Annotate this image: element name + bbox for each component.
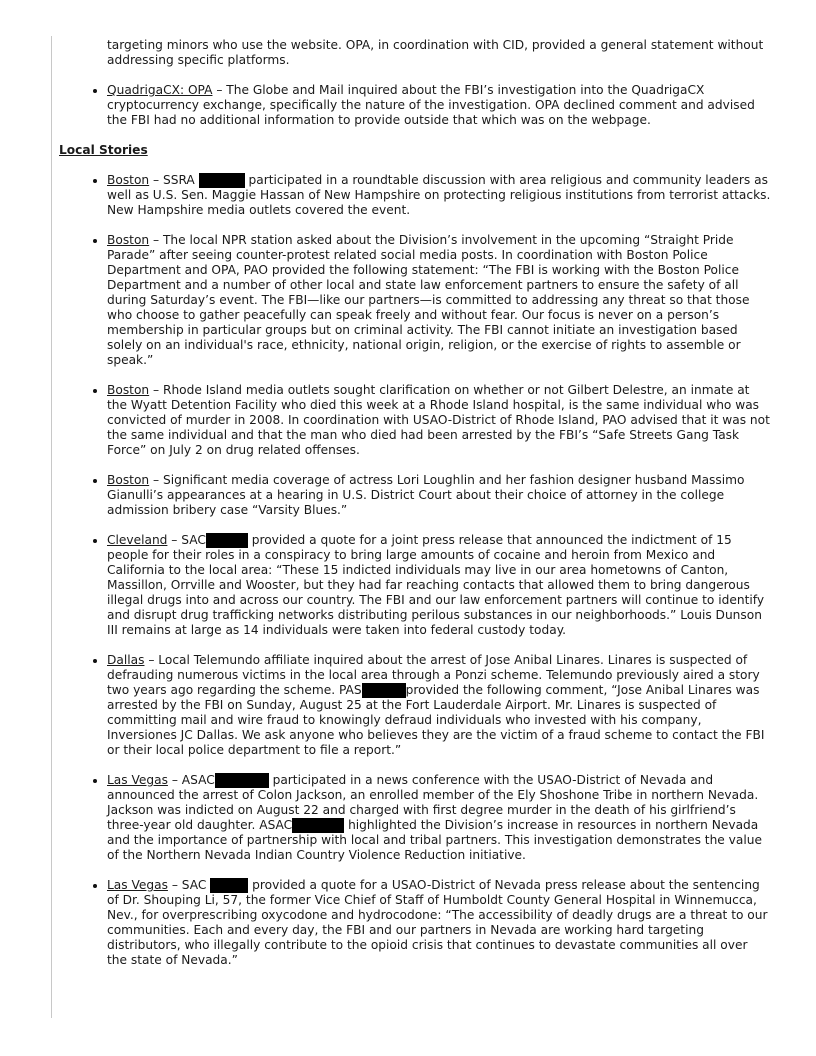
location-label: Boston [107,383,150,397]
list-item [59,773,771,863]
list-item [59,233,771,368]
local-stories-list [59,173,771,968]
redaction-box [215,773,269,788]
item-text: – SSRA [153,173,195,187]
list-item [59,173,771,218]
item-text: – The Globe and Mail inquired about the FBI’s investigation into the QuadrigaCX cryptocurrency exchange, specifically the nature of the investigation. OPA declined comment and advised the FBI had no additional information to provide outside that which was on the webpage. [107,83,755,127]
item-text: highlighted the Division’s increase in resources in northern Nevada and the importance of partnership with local and tribal partners. This investigation demonstrates the value of the Northern Nevada Indian Country Violence Reduction initiative. [107,818,762,862]
item-text: provided a quote for a joint press release that announced the indictment of 15 people for their roles in a conspiracy to bring large amounts of cocaine and heroin from Mexico and California to the local area: “These 15 indicted individuals may live in our area hometowns of Canton, Massillon, Orrville and Wooster, but they had far reaching contacts that allowed them to bring dangerous illegal drugs into and across our country. The FBI and our law enforcement partners will continue to identify and disrupt drug trafficking networks distributing perilous substances in our neighborhoods.” Louis Dunson III remains at large as 14 individuals were taken into federal custody today. [107,533,765,637]
item-text: – The local NPR station asked about the Division’s involvement in the upcoming “Straight Pride Parade” after seeing counter-protest related social media posts. In coordination with Boston Police Department and OPA, PAO provided the following statement: “The FBI is working with the Boston Police Department and a number of other local and state law enforcement partners to ensure the safety of all during Saturday’s event. The FBI—like our partners—is committed to addressing any threat so that those who choose to gather peacefully can speak freely and without fear. Our focus is never on a person’s membership in particular groups but on criminal activity. The FBI cannot initiate an investigation based solely on an individual's race, ethnicity, national origin, religion, or the exercise of rights to assemble or speak.” [107,233,750,367]
location-label: QuadrigaCX: OPA [107,83,213,97]
item-text: – SAC [171,533,206,547]
item-text: – ASAC [171,773,215,787]
section-heading: Local Stories [59,143,148,157]
item-text: – SAC [171,878,207,892]
item-text: provided the following comment, “Jose Anibal Linares was arrested by the FBI on Sunday, August 25 at the Fort Lauderdale Airport. Mr. Linares is suspected of committing mail and wire fraud to knowingly defraud individuals who invested with his company, Inversiones JC Dallas. We ask anyone who believes they are the victim of a fraud scheme to contact the FBI or their local police department to file a report.” [107,683,765,757]
location-label: Las Vegas [107,878,168,892]
redaction-box [199,173,245,188]
location-label: Las Vegas [107,773,168,787]
item-text: participated in a roundtable discussion with area religious and community leaders as well as U.S. Sen. Maggie Hassan of New Hampshire on protecting religious institutions from terrorist attacks. New Hampshire media outlets covered the event. [107,173,771,217]
list-item [59,83,771,128]
redaction-box [206,533,248,548]
national-stories-list [59,83,771,128]
location-label: Boston [107,233,150,247]
redaction-box [292,818,344,833]
left-margin-rule [51,36,52,1018]
item-text: provided a quote for a USAO-District of Nevada press release about the sentencing of Dr. Shouping Li, 57, the former Vice Chief of Staff of Humboldt County General Hospital in Winnemucca, Nev., for overprescribing oxycodone and hydrocodone: “The accessibility of deadly drugs are a threat to our communities. Each and every day, the FBI and our partners in Nevada are working hard targeting distributors, who illegally contribute to the opioid crisis that continues to devastate communities all over the state of Nevada.” [107,878,768,967]
list-item [59,383,771,458]
list-item [59,533,771,638]
location-label: Boston [107,473,150,487]
continued-paragraph: targeting minors who use the website. OPA, in coordination with CID, provided a general statement without addressing specific platforms. [107,38,764,67]
location-label: Dallas [107,653,145,667]
item-text: – Local Telemundo affiliate inquired about the arrest of Jose Anibal Linares. Linares is suspected of defrauding numerous victims in the local area through a Ponzi scheme. Telemundo previously aired a story two years ago regarding the scheme. PAS [107,653,760,697]
item-text: participated in a news conference with the USAO-District of Nevada and announced the arrest of Colon Jackson, an enrolled member of the Ely Shoshone Tribe in northern Nevada. Jackson was indicted on August 22 and charged with first degree murder in the death of his girlfriend’s three-year old daughter. ASAC [107,773,759,832]
redaction-box [362,683,406,698]
location-label: Boston [107,173,150,187]
item-text: – Rhode Island media outlets sought clarification on whether or not Gilbert Delestre, an inmate at the Wyatt Detention Facility who died this week at a Rhode Island hospital, is the same individual who was convicted of murder in 2008. In coordination with USAO-District of Rhode Island, PAO advised that it was not the same individual and that the man who died had been arrested by the FBI’s “Safe Streets Gang Task Force” on July 2 on drug related offenses. [107,383,770,457]
list-item [59,653,771,758]
item-text: – Significant media coverage of actress Lori Loughlin and her fashion designer husband Massimo Gianulli’s appearances at a hearing in U.S. District Court about their choice of attorney in the college admission bribery case “Varsity Blues.” [107,473,745,517]
document-body [59,38,771,983]
redaction-box [210,878,248,893]
list-item [59,878,771,968]
list-item [59,473,771,518]
location-label: Cleveland [107,533,168,547]
